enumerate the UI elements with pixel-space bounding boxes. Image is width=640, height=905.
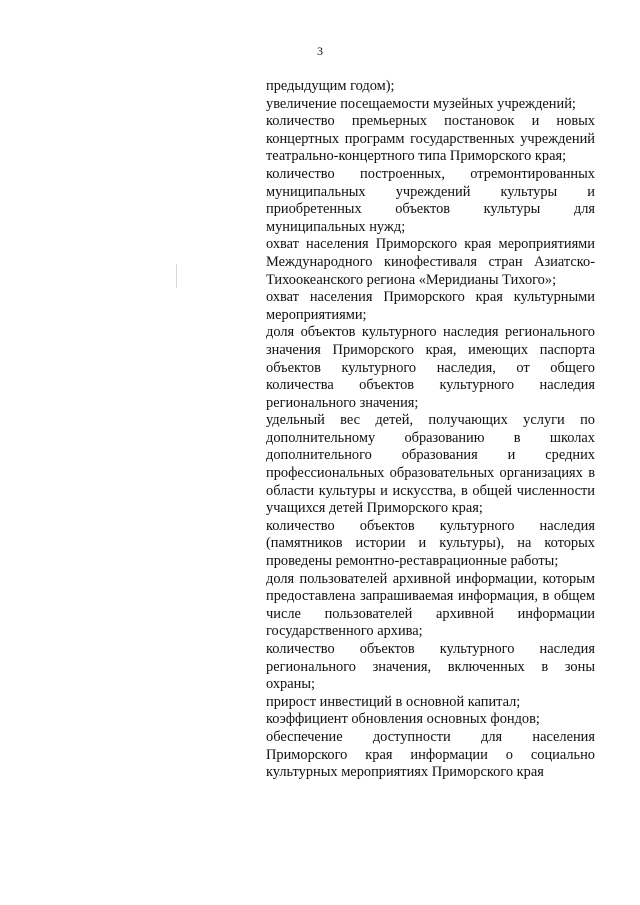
list-item: охват населения Приморского края мероприятиями Международного кинофестиваля стран Азиатско-Тихоокеанского региона «Меридианы Тихого»;: [266, 236, 595, 288]
list-item: количество премьерных постановок и новых концертных программ государственных учреждений театрально-концертного типа Приморского края;: [266, 113, 595, 165]
list-item: количество построенных, отремонтированных муниципальных учреждений культуры и приобретенных объектов культуры для муниципальных нужд;: [266, 165, 595, 235]
list-item: предыдущим годом);: [266, 78, 395, 94]
list-item: доля пользователей архивной информации, которым предоставлена запрашиваемая информация, в общем числе пользователей архивной информации государственного архива;: [266, 570, 595, 640]
list-item: охват населения Приморского края культурными мероприятиями;: [266, 289, 595, 323]
list-item: количество объектов культурного наследия регионального значения, включенных в зоны охраны;: [266, 641, 595, 693]
list-item: доля объектов культурного наследия регионального значения Приморского края, имеющих паспорта объектов культурного наследия, от общего количества объектов культурного наследия регионального значения;: [266, 324, 595, 411]
list-item: удельный вес детей, получающих услуги по дополнительному образованию в школах дополнительного образования и средних профессиональных образовательных организациях в области культуры и искусства, в общей численности учащихся детей Приморского края;: [266, 412, 595, 517]
list-item: обеспечение доступности для населения Приморского края информации о социально культурных мероприятиях Приморского края: [266, 728, 595, 781]
list-item: коэффициент обновления основных фондов;: [266, 711, 540, 728]
page-number: 3: [317, 44, 323, 58]
list-item: увеличение посещаемости музейных учреждений;: [266, 95, 576, 112]
margin-mark: [176, 264, 177, 288]
document-body: [266, 78, 595, 782]
list-item: прирост инвестиций в основной капитал;: [266, 693, 521, 710]
list-item: количество объектов культурного наследия (памятников истории и культуры), на которых проведены ремонтно-реставрационные работы;: [266, 517, 595, 570]
